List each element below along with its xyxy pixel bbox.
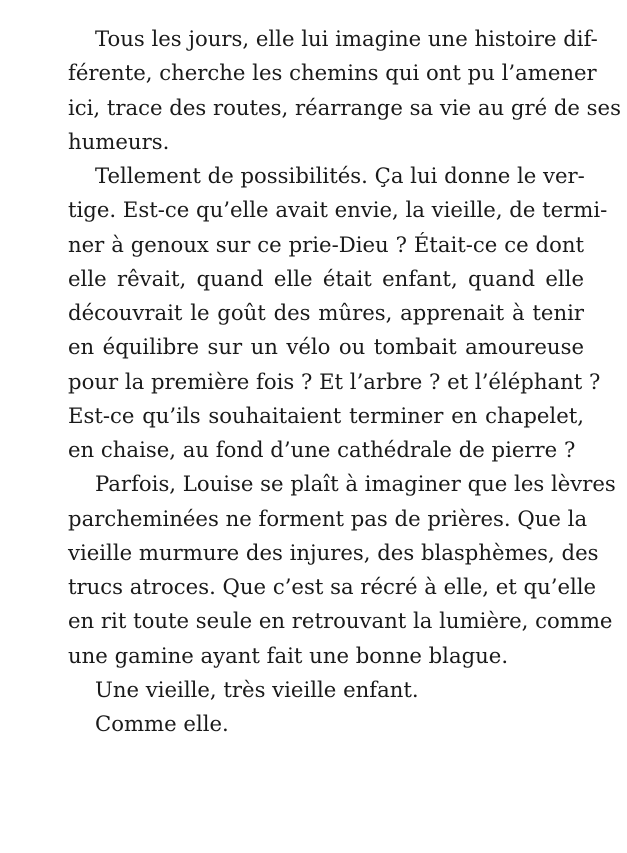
text-line: humeurs. (68, 128, 170, 154)
text-line: vieille murmure des injures, des blasphèmes, des (68, 539, 599, 565)
text-line: parcheminées ne forment pas de prières. Que la (68, 505, 588, 531)
text-line: en chaise, au fond d’une cathédrale de pierre ? (68, 437, 576, 462)
text-line: ner à genoux sur ce prie-Dieu ? Était-ce ce dont (68, 231, 584, 257)
paragraph-3 (68, 467, 616, 673)
text-line: Comme elle. (95, 711, 229, 736)
paragraph-5 (68, 707, 584, 741)
text-line: trucs atroces. Que c’est sa récré à elle, et qu’elle (68, 574, 597, 599)
text-line: découvrait le goût des mûres, apprenait à tenir (68, 300, 584, 325)
text-line: une gamine ayant fait une bonne blague. (68, 642, 509, 668)
text-line: en équilibre sur un vélo ou tombait amoureuse (68, 334, 584, 360)
text-line: Tous les jours, elle lui imagine une histoire dif- (95, 26, 598, 51)
paragraph-2 (68, 159, 608, 467)
text-line: tige. Est-ce qu’elle avait envie, la vieille, de termi- (68, 197, 608, 223)
text-line: Une vieille, très vieille enfant. (95, 676, 419, 702)
text-line: Tellement de possibilités. Ça lui donne le ver- (95, 163, 585, 188)
paragraph-1 (68, 22, 621, 159)
text-line: Est-ce qu’ils souhaitaient terminer en chapelet, (68, 402, 584, 428)
text-line: ici, trace des routes, réarrange sa vie au gré de ses (68, 94, 621, 120)
text-line: en rit toute seule en retrouvant la lumière, comme (68, 608, 613, 634)
text-line: pour la première fois ? Et l’arbre ? et l’éléphant ? (68, 368, 601, 394)
paragraph-4 (68, 673, 584, 707)
page-text-block (68, 22, 621, 741)
text-line: elle rêvait, quand elle était enfant, quand elle (68, 265, 584, 291)
text-line: Parfois, Louise se plaît à imaginer que les lèvres (95, 471, 616, 497)
text-line: férente, cherche les chemins qui ont pu l’amener (68, 60, 597, 86)
